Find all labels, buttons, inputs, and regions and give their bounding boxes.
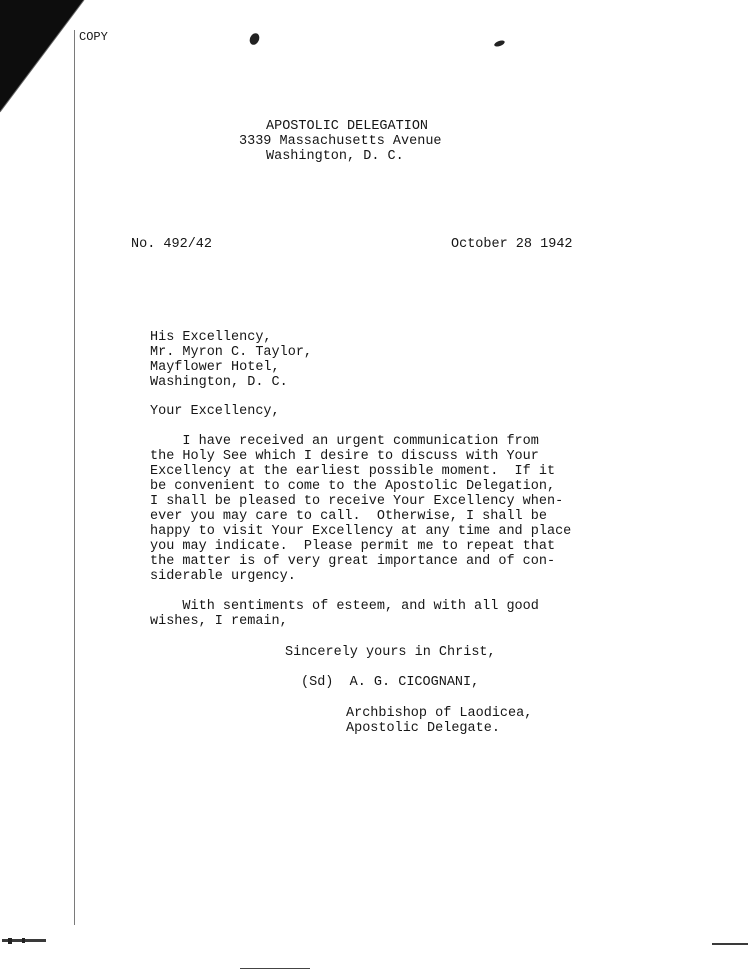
body-line: Excellency at the earliest possible moment. If it [150,464,556,479]
recipient-line-4: Washington, D. C. [150,375,288,390]
ink-speck [248,32,261,47]
body-line: the matter is of very great importance and of con- [150,554,556,569]
closing-line: With sentiments of esteem, and with all good [150,599,539,614]
reference-number: No. 492/42 [131,237,213,252]
body-line: I have received an urgent communication from [150,434,539,449]
ink-speck [493,39,505,47]
body-line: be convenient to come to the Apostolic Delegation, [150,479,556,494]
letterhead-org: APOSTOLIC DELEGATION [266,119,429,134]
recipient-line-1: His Excellency, [150,330,272,345]
body-line: you may indicate. Please permit me to repeat that [150,539,556,554]
body-line: I shall be pleased to receive Your Excellency when- [150,494,564,509]
signer-title-2: Apostolic Delegate. [346,721,500,736]
recipient-line-2: Mr. Myron C. Taylor, [150,345,313,360]
salutation: Your Excellency, [150,404,280,419]
scan-artifact [2,938,46,944]
left-margin-line [74,30,75,925]
signer-title-1: Archbishop of Laodicea, [346,706,533,721]
body-line: siderable urgency. [150,569,296,584]
recipient-line-3: Mayflower Hotel, [150,360,280,375]
signature-line: (Sd) A. G. CICOGNANI, [301,675,480,690]
letterhead-city: Washington, D. C. [266,149,404,164]
bottom-rule [240,968,310,969]
letterhead-street: 3339 Massachusetts Avenue [239,134,442,149]
copy-stamp: COPY [79,30,108,44]
body-line: ever you may care to call. Otherwise, I shall be [150,509,547,524]
letter-date: October 28 1942 [451,237,573,252]
body-line: the Holy See which I desire to discuss with Your [150,449,539,464]
closing-line: wishes, I remain, [150,614,288,629]
scanned-corner-shadow [0,0,90,120]
complimentary-close: Sincerely yours in Christ, [285,645,496,660]
scan-artifact [712,941,748,947]
body-line: happy to visit Your Excellency at any time and place [150,524,572,539]
